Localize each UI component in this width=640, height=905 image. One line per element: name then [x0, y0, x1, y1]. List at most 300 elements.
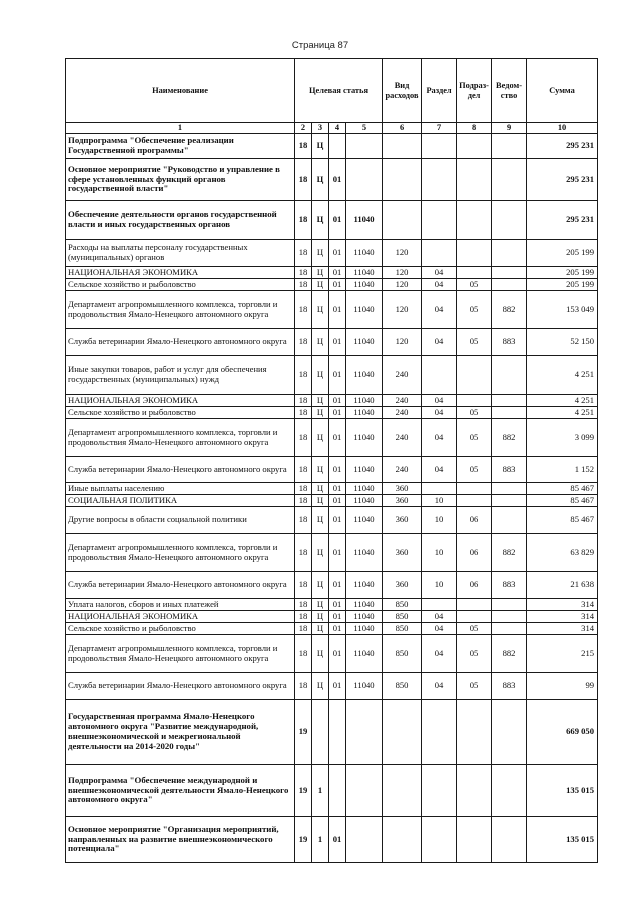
table-row — [66, 817, 598, 863]
target-code-3: 01 — [329, 329, 346, 356]
target-code-4: 11040 — [346, 279, 383, 291]
row-name: Уплата налогов, сборов и иных платежей — [66, 599, 295, 611]
row-sum: 99 — [527, 673, 598, 700]
target-code-3: 01 — [329, 507, 346, 534]
target-code-3: 01 — [329, 395, 346, 407]
section-code — [422, 599, 457, 611]
expense-type-code: 850 — [383, 611, 422, 623]
table-row — [66, 673, 598, 700]
target-code-2: Ц — [312, 356, 329, 395]
row-name: Расходы на выплаты персоналу государственных (муниципальных) органов — [66, 240, 295, 267]
row-name: Служба ветеринарии Ямало-Ненецкого автономного округа — [66, 673, 295, 700]
target-code-4 — [346, 134, 383, 159]
subsection-code: 06 — [457, 534, 492, 572]
target-code-3: 01 — [329, 356, 346, 395]
department-code: 882 — [492, 534, 527, 572]
section-code: 04 — [422, 623, 457, 635]
department-code: 883 — [492, 457, 527, 483]
row-sum: 295 231 — [527, 201, 598, 240]
target-code-1: 19 — [295, 817, 312, 863]
subsection-code: 05 — [457, 419, 492, 457]
target-code-2: Ц — [312, 457, 329, 483]
header-sum: Сумма — [527, 59, 598, 123]
target-code-3: 01 — [329, 599, 346, 611]
section-code — [422, 201, 457, 240]
col-number: 5 — [346, 123, 383, 134]
target-code-3: 01 — [329, 623, 346, 635]
subsection-code — [457, 611, 492, 623]
col-number: 6 — [383, 123, 422, 134]
expense-type-code: 240 — [383, 407, 422, 419]
target-code-2: Ц — [312, 572, 329, 599]
department-code: 882 — [492, 291, 527, 329]
table-row — [66, 765, 598, 817]
row-sum: 205 199 — [527, 267, 598, 279]
target-code-1: 18 — [295, 134, 312, 159]
section-code: 04 — [422, 611, 457, 623]
row-sum: 85 467 — [527, 495, 598, 507]
row-sum: 4 251 — [527, 356, 598, 395]
target-code-2: Ц — [312, 673, 329, 700]
row-sum: 1 152 — [527, 457, 598, 483]
target-code-1: 18 — [295, 159, 312, 201]
expense-type-code: 240 — [383, 457, 422, 483]
target-code-2: Ц — [312, 483, 329, 495]
target-code-1: 18 — [295, 329, 312, 356]
target-code-2: Ц — [312, 279, 329, 291]
expense-type-code: 240 — [383, 419, 422, 457]
target-code-3 — [329, 134, 346, 159]
target-code-3: 01 — [329, 572, 346, 599]
target-code-3: 01 — [329, 279, 346, 291]
target-code-1: 18 — [295, 407, 312, 419]
row-name: Департамент агропромышленного комплекса, торговли и продовольствия Ямало-Ненецкого автономного округа — [66, 291, 295, 329]
table-row — [66, 159, 598, 201]
row-sum: 85 467 — [527, 483, 598, 495]
target-code-3: 01 — [329, 534, 346, 572]
target-code-3: 01 — [329, 291, 346, 329]
target-code-4: 11040 — [346, 534, 383, 572]
target-code-3: 01 — [329, 635, 346, 673]
section-code: 04 — [422, 407, 457, 419]
target-code-1: 19 — [295, 700, 312, 765]
section-code: 04 — [422, 419, 457, 457]
target-code-2: Ц — [312, 507, 329, 534]
target-code-2: Ц — [312, 623, 329, 635]
row-sum: 314 — [527, 611, 598, 623]
target-code-4: 11040 — [346, 356, 383, 395]
department-code — [492, 279, 527, 291]
target-code-2: Ц — [312, 329, 329, 356]
target-code-1: 18 — [295, 395, 312, 407]
subsection-code — [457, 700, 492, 765]
expense-type-code — [383, 134, 422, 159]
col-number: 4 — [329, 123, 346, 134]
target-code-1: 18 — [295, 279, 312, 291]
target-code-4: 11040 — [346, 495, 383, 507]
target-code-1: 18 — [295, 291, 312, 329]
table-row — [66, 201, 598, 240]
expense-type-code: 360 — [383, 495, 422, 507]
row-name: Основное мероприятие "Руководство и управление в сфере установленных функций органов государственной власти" — [66, 159, 295, 201]
target-code-1: 18 — [295, 495, 312, 507]
row-sum: 205 199 — [527, 279, 598, 291]
row-sum: 205 199 — [527, 240, 598, 267]
row-sum: 153 049 — [527, 291, 598, 329]
section-code: 04 — [422, 329, 457, 356]
row-sum: 314 — [527, 623, 598, 635]
row-name: Государственная программа Ямало-Ненецкого автономного округа "Развитие международной, внешнеэкономической и межрегиональной деятельности на 2014-2020 годы" — [66, 700, 295, 765]
row-name: НАЦИОНАЛЬНАЯ ЭКОНОМИКА — [66, 267, 295, 279]
subsection-code: 05 — [457, 457, 492, 483]
subsection-code: 05 — [457, 635, 492, 673]
row-name: Подпрограмма "Обеспечение международной и внешнеэкономической деятельности Ямало-Ненецкого автономного округа" — [66, 765, 295, 817]
table-row — [66, 700, 598, 765]
table-row — [66, 611, 598, 623]
row-sum: 669 050 — [527, 700, 598, 765]
table-row — [66, 599, 598, 611]
col-number: 2 — [295, 123, 312, 134]
expense-type-code: 120 — [383, 291, 422, 329]
department-code — [492, 483, 527, 495]
target-code-4 — [346, 159, 383, 201]
expense-type-code: 850 — [383, 673, 422, 700]
target-code-2: Ц — [312, 159, 329, 201]
row-name: Сельское хозяйство и рыболовство — [66, 623, 295, 635]
expense-type-code: 850 — [383, 599, 422, 611]
target-code-3: 01 — [329, 201, 346, 240]
col-number: 8 — [457, 123, 492, 134]
row-sum: 215 — [527, 635, 598, 673]
expense-type-code: 120 — [383, 267, 422, 279]
subsection-code: 06 — [457, 572, 492, 599]
section-code — [422, 134, 457, 159]
row-sum: 63 829 — [527, 534, 598, 572]
department-code: 882 — [492, 419, 527, 457]
target-code-2: 1 — [312, 817, 329, 863]
target-code-1: 18 — [295, 457, 312, 483]
target-code-3 — [329, 765, 346, 817]
col-number: 9 — [492, 123, 527, 134]
row-name: Иные закупки товаров, работ и услуг для обеспечения государственных (муниципальных) нужд — [66, 356, 295, 395]
target-code-2: Ц — [312, 611, 329, 623]
expense-type-code: 850 — [383, 635, 422, 673]
row-name: Другие вопросы в области социальной политики — [66, 507, 295, 534]
header-subsection: Подраз-дел — [457, 59, 492, 123]
table-row — [66, 495, 598, 507]
subsection-code — [457, 356, 492, 395]
target-code-4: 11040 — [346, 407, 383, 419]
table-row — [66, 534, 598, 572]
row-sum: 135 015 — [527, 817, 598, 863]
target-code-3: 01 — [329, 483, 346, 495]
department-code — [492, 599, 527, 611]
target-code-3: 01 — [329, 267, 346, 279]
section-code: 04 — [422, 279, 457, 291]
table-body — [66, 134, 598, 863]
target-code-2: Ц — [312, 201, 329, 240]
col-number: 1 — [66, 123, 295, 134]
subsection-code — [457, 483, 492, 495]
section-code: 04 — [422, 673, 457, 700]
target-code-2: Ц — [312, 291, 329, 329]
target-code-1: 18 — [295, 201, 312, 240]
target-code-1: 18 — [295, 673, 312, 700]
col-number: 10 — [527, 123, 598, 134]
row-name: Департамент агропромышленного комплекса, торговли и продовольствия Ямало-Ненецкого автономного округа — [66, 534, 295, 572]
target-code-2: Ц — [312, 419, 329, 457]
target-code-3: 01 — [329, 817, 346, 863]
department-code: 883 — [492, 673, 527, 700]
subsection-code: 05 — [457, 623, 492, 635]
subsection-code — [457, 495, 492, 507]
section-code — [422, 765, 457, 817]
department-code — [492, 817, 527, 863]
target-code-4: 11040 — [346, 457, 383, 483]
target-code-2: Ц — [312, 395, 329, 407]
department-code — [492, 356, 527, 395]
target-code-1: 18 — [295, 240, 312, 267]
target-code-4: 11040 — [346, 673, 383, 700]
department-code — [492, 395, 527, 407]
header-section: Раздел — [422, 59, 457, 123]
department-code — [492, 267, 527, 279]
target-code-3: 01 — [329, 495, 346, 507]
table-row — [66, 267, 598, 279]
department-code — [492, 495, 527, 507]
row-name: НАЦИОНАЛЬНАЯ ЭКОНОМИКА — [66, 395, 295, 407]
department-code: 883 — [492, 329, 527, 356]
col-number: 3 — [312, 123, 329, 134]
row-name: НАЦИОНАЛЬНАЯ ЭКОНОМИКА — [66, 611, 295, 623]
department-code — [492, 240, 527, 267]
row-name: Служба ветеринарии Ямало-Ненецкого автономного округа — [66, 457, 295, 483]
target-code-4: 11040 — [346, 507, 383, 534]
target-code-1: 18 — [295, 356, 312, 395]
target-code-4 — [346, 817, 383, 863]
expense-type-code: 360 — [383, 507, 422, 534]
row-sum: 85 467 — [527, 507, 598, 534]
page-number: Страница 87 — [291, 40, 349, 51]
target-code-1: 18 — [295, 534, 312, 572]
subsection-code — [457, 395, 492, 407]
target-code-4: 11040 — [346, 623, 383, 635]
row-name: Обеспечение деятельности органов государственной власти и иных государственных органов — [66, 201, 295, 240]
expense-type-code: 240 — [383, 356, 422, 395]
column-number-row — [66, 123, 598, 134]
table-row — [66, 407, 598, 419]
target-code-3: 01 — [329, 407, 346, 419]
expense-type-code: 360 — [383, 483, 422, 495]
table-row — [66, 395, 598, 407]
table-row — [66, 507, 598, 534]
table-row — [66, 572, 598, 599]
subsection-code: 05 — [457, 291, 492, 329]
target-code-4: 11040 — [346, 611, 383, 623]
row-sum: 295 231 — [527, 159, 598, 201]
expense-type-code: 850 — [383, 623, 422, 635]
target-code-2: Ц — [312, 534, 329, 572]
section-code — [422, 700, 457, 765]
target-code-4: 11040 — [346, 572, 383, 599]
table-row — [66, 329, 598, 356]
section-code: 04 — [422, 457, 457, 483]
target-code-4: 11040 — [346, 419, 383, 457]
expense-type-code: 240 — [383, 395, 422, 407]
target-code-3: 01 — [329, 457, 346, 483]
target-code-2: Ц — [312, 495, 329, 507]
target-code-2: Ц — [312, 407, 329, 419]
expense-type-code — [383, 159, 422, 201]
subsection-code — [457, 240, 492, 267]
target-code-1: 18 — [295, 419, 312, 457]
table-row — [66, 279, 598, 291]
section-code: 10 — [422, 495, 457, 507]
target-code-2: Ц — [312, 267, 329, 279]
subsection-code — [457, 134, 492, 159]
target-code-1: 18 — [295, 572, 312, 599]
row-sum: 135 015 — [527, 765, 598, 817]
row-sum: 52 150 — [527, 329, 598, 356]
row-name: Служба ветеринарии Ямало-Ненецкого автономного округа — [66, 572, 295, 599]
target-code-4: 11040 — [346, 291, 383, 329]
expense-type-code: 120 — [383, 329, 422, 356]
row-sum: 3 099 — [527, 419, 598, 457]
row-name: СОЦИАЛЬНАЯ ПОЛИТИКА — [66, 495, 295, 507]
header-expense-type: Вид расходов — [383, 59, 422, 123]
row-sum: 4 251 — [527, 407, 598, 419]
target-code-4: 11040 — [346, 267, 383, 279]
target-code-1: 18 — [295, 267, 312, 279]
target-code-4: 11040 — [346, 635, 383, 673]
target-code-3: 01 — [329, 419, 346, 457]
subsection-code — [457, 159, 492, 201]
table-row — [66, 356, 598, 395]
expense-type-code: 360 — [383, 534, 422, 572]
col-number: 7 — [422, 123, 457, 134]
target-code-1: 18 — [295, 611, 312, 623]
target-code-3 — [329, 700, 346, 765]
header-target: Целевая статья — [295, 59, 383, 123]
target-code-4 — [346, 700, 383, 765]
target-code-1: 18 — [295, 635, 312, 673]
row-name: Основное мероприятие "Организация мероприятий, направленных на развитие внешнеэкономического потенциала" — [66, 817, 295, 863]
section-code — [422, 483, 457, 495]
subsection-code — [457, 267, 492, 279]
table-row — [66, 291, 598, 329]
table-row — [66, 635, 598, 673]
subsection-code — [457, 599, 492, 611]
target-code-3: 01 — [329, 240, 346, 267]
subsection-code: 05 — [457, 407, 492, 419]
section-code: 04 — [422, 291, 457, 329]
table-row — [66, 623, 598, 635]
expense-type-code — [383, 817, 422, 863]
target-code-2: 1 — [312, 765, 329, 817]
row-sum: 21 638 — [527, 572, 598, 599]
row-name: Иные выплаты населению — [66, 483, 295, 495]
row-name: Сельское хозяйство и рыболовство — [66, 279, 295, 291]
department-code: 883 — [492, 572, 527, 599]
expense-type-code — [383, 700, 422, 765]
subsection-code — [457, 201, 492, 240]
target-code-2: Ц — [312, 240, 329, 267]
table-row — [66, 419, 598, 457]
target-code-2 — [312, 700, 329, 765]
target-code-4: 11040 — [346, 240, 383, 267]
subsection-code — [457, 817, 492, 863]
department-code — [492, 765, 527, 817]
department-code — [492, 623, 527, 635]
section-code: 10 — [422, 534, 457, 572]
target-code-1: 18 — [295, 623, 312, 635]
row-name: Подпрограмма "Обеспечение реализации Государственной программы" — [66, 134, 295, 159]
subsection-code — [457, 765, 492, 817]
section-code: 04 — [422, 395, 457, 407]
table-row — [66, 457, 598, 483]
section-code — [422, 817, 457, 863]
table-row — [66, 240, 598, 267]
section-code — [422, 356, 457, 395]
section-code: 04 — [422, 635, 457, 673]
table-row — [66, 134, 598, 159]
target-code-3: 01 — [329, 611, 346, 623]
row-sum: 295 231 — [527, 134, 598, 159]
target-code-4: 11040 — [346, 201, 383, 240]
target-code-1: 19 — [295, 765, 312, 817]
table-row — [66, 483, 598, 495]
department-code — [492, 611, 527, 623]
target-code-2: Ц — [312, 599, 329, 611]
department-code — [492, 700, 527, 765]
subsection-code: 06 — [457, 507, 492, 534]
department-code — [492, 507, 527, 534]
section-code — [422, 159, 457, 201]
expense-type-code: 360 — [383, 572, 422, 599]
department-code — [492, 134, 527, 159]
subsection-code: 05 — [457, 279, 492, 291]
table-header — [66, 59, 598, 134]
target-code-4: 11040 — [346, 395, 383, 407]
budget-table — [65, 58, 598, 863]
target-code-4: 11040 — [346, 599, 383, 611]
target-code-4: 11040 — [346, 483, 383, 495]
department-code — [492, 159, 527, 201]
target-code-1: 18 — [295, 507, 312, 534]
department-code: 882 — [492, 635, 527, 673]
department-code — [492, 407, 527, 419]
target-code-1: 18 — [295, 599, 312, 611]
department-code — [492, 201, 527, 240]
target-code-4: 11040 — [346, 329, 383, 356]
target-code-3: 01 — [329, 673, 346, 700]
target-code-2: Ц — [312, 635, 329, 673]
section-code: 10 — [422, 507, 457, 534]
target-code-2: Ц — [312, 134, 329, 159]
subsection-code: 05 — [457, 673, 492, 700]
section-code — [422, 240, 457, 267]
section-code: 10 — [422, 572, 457, 599]
row-name: Служба ветеринарии Ямало-Ненецкого автономного округа — [66, 329, 295, 356]
row-name: Департамент агропромышленного комплекса, торговли и продовольствия Ямало-Ненецкого автономного округа — [66, 635, 295, 673]
row-name: Департамент агропромышленного комплекса, торговли и продовольствия Ямало-Ненецкого автономного округа — [66, 419, 295, 457]
row-sum: 4 251 — [527, 395, 598, 407]
expense-type-code — [383, 765, 422, 817]
section-code: 04 — [422, 267, 457, 279]
target-code-3: 01 — [329, 159, 346, 201]
expense-type-code — [383, 201, 422, 240]
expense-type-code: 120 — [383, 279, 422, 291]
